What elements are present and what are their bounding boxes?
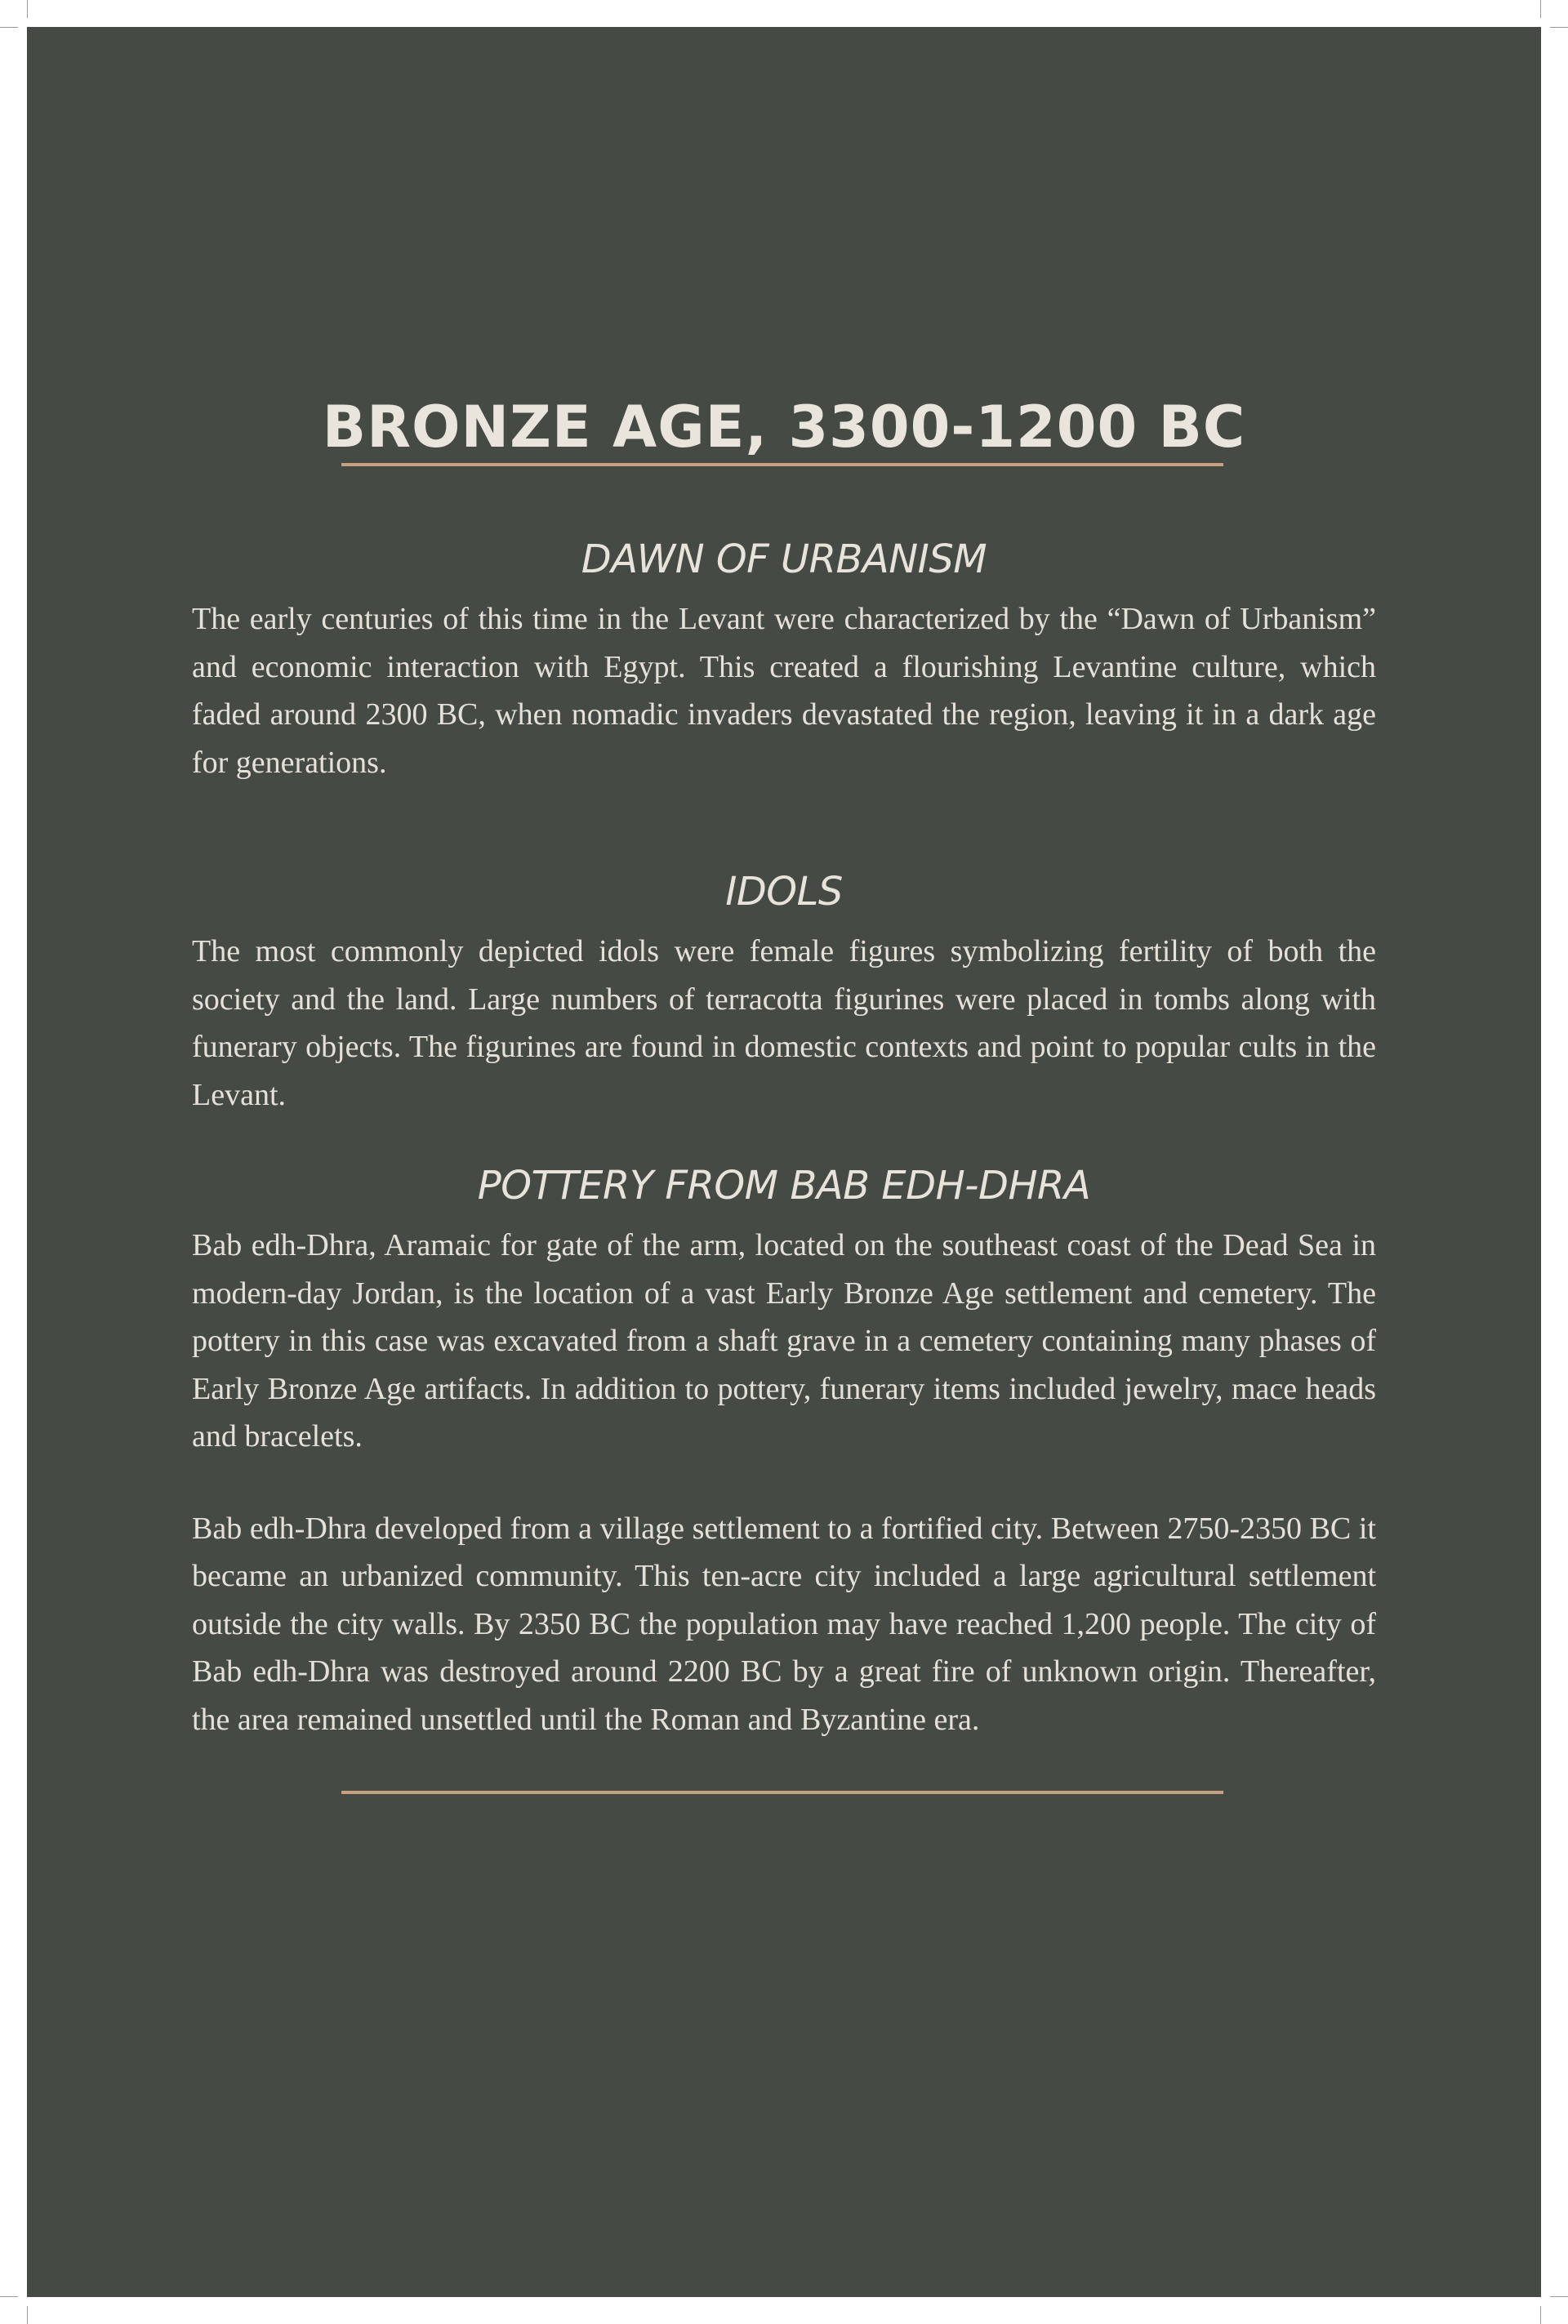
title-divider [341,463,1223,466]
section-dawn-of-urbanism [192,536,1376,786]
section-heading: IDOLS [725,869,843,915]
exhibit-panel [27,27,1541,2297]
section-paragraph: Bab edh-Dhra developed from a village settlement to a fortified city. Between 2750-2350 BC it became an urbanized community. This ten-acre city included a large agricultural settlement outside the city walls. By 2350 BC the population may have reached 1,200 people. The city of Bab edh-Dhra was destroyed around 2200 BC by a great fire of unknown origin. Thereafter, the area remained unsettled until the Roman and Byzantine era. [192,1511,1376,1737]
bottom-divider [341,1791,1223,1794]
crop-mark [0,27,18,28]
section-paragraph: Bab edh-Dhra, Aramaic for gate of the arm, located on the southeast coast of the Dead Sea in modern-day Jordan, is the location of a vast Early Bronze Age settlement and cemetery. The pottery in this case was excavated from a shaft grave in a cemetery containing many phases of Early Bronze Age artifacts. In addition to pottery, funerary items included jewelry, mace heads and bracelets. [192,1228,1376,1454]
crop-mark [1540,0,1541,18]
crop-mark [1550,2296,1568,2297]
section-pottery [192,1163,1376,1743]
crop-mark [1540,2306,1541,2324]
crop-mark [27,0,28,18]
crop-mark [0,2296,18,2297]
section-idols [192,869,1376,1119]
crop-mark [27,2306,28,2324]
section-paragraph: The early centuries of this time in the Levant were characterized by the “Dawn of Urbanism” and economic interaction with Egypt. This created a flourishing Levantine culture, which faded around 2300 BC, when nomadic invaders devastated the region, leaving it in a dark age for generations. [192,602,1376,780]
section-heading: POTTERY FROM BAB EDH-DHRA [477,1163,1091,1209]
section-paragraph: The most commonly depicted idols were female figures symbolizing fertility of both the society and the land. Large numbers of terracotta figurines were placed in tombs along with funerary objects. The figurines are found in domestic contexts and point to popular cults in the Levant. [192,934,1376,1112]
page-title: BRONZE AGE, 3300-1200 BC [322,394,1246,461]
crop-mark [1550,27,1568,28]
section-heading: DAWN OF URBANISM [581,536,987,582]
